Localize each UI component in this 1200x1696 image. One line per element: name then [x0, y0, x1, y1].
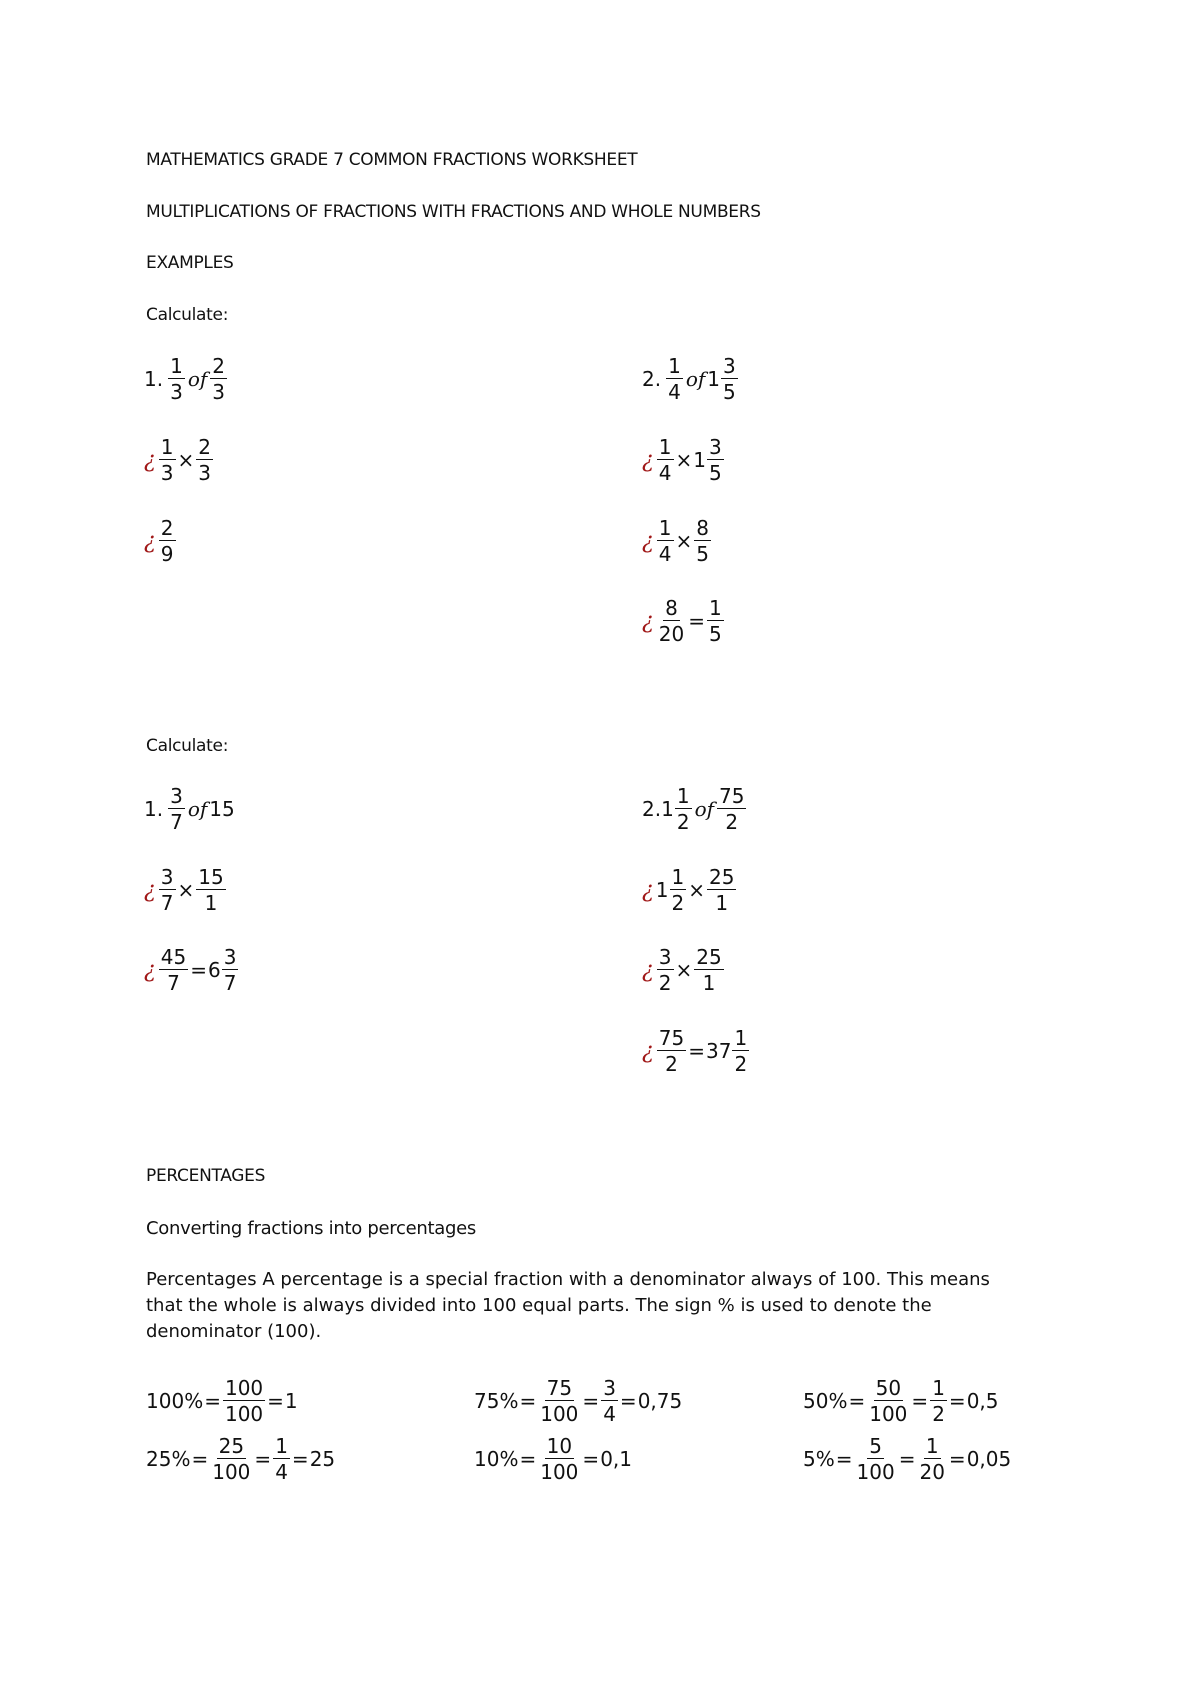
s2-problem-2: 2. 1 $\frac{1}{2}$ of $\frac{75}{2}$: [642, 784, 745, 834]
pct-25: 25 % = $\frac{25}{100}$ = $\frac{1}{4}$ = 25: [146, 1434, 336, 1484]
s1-problem-2: 2. $\frac{1}{4}$ of 1 $\frac{3}{5}$: [642, 354, 736, 404]
pct-5: 5 % = $\frac{5}{100}$ = $\frac{1}{20}$ = 0,05: [803, 1434, 1012, 1484]
s1-problem-1-step-2: ¿ $\frac{1}{3}$ × $\frac{2}{3}$: [144, 435, 212, 485]
s2-problem-2-step-3: ¿ $\frac{3}{2}$ × $\frac{25}{1}$: [642, 945, 722, 995]
calculate-label-2: Calculate:: [146, 736, 229, 756]
s1-problem-2-step-3: ¿ $\frac{1}{4}$ × $\frac{8}{5}$: [642, 516, 710, 566]
s2-problem-2-step-2: ¿ 1 $\frac{1}{2}$ × $\frac{25}{1}$: [642, 865, 735, 915]
calculate-label-1: Calculate:: [146, 305, 229, 325]
s2-problem-2-step-4: ¿ $\frac{75}{2}$ = 37 $\frac{1}{2}$: [642, 1026, 748, 1076]
fraction: $\frac{2}{3}$: [212, 354, 226, 404]
pct-10: 10 % = $\frac{10}{100}$ = 0,1: [474, 1434, 632, 1484]
s1-problem-2-step-4: ¿ $\frac{8}{20}$ = $\frac{1}{5}$: [642, 596, 722, 646]
pct-50: 50 % = $\frac{50}{100}$ = $\frac{1}{2}$ = 0,5: [803, 1376, 999, 1426]
percentages-heading: PERCENTAGES: [146, 1166, 266, 1186]
percentages-subheading: Converting fractions into percentages: [146, 1218, 476, 1239]
percentages-paragraph: Percentages A percentage is a special fraction with a denominator always of 100. This means that the whole is always divided into 100 equal parts. The sign % is used to denote the denominator (100).: [146, 1269, 990, 1342]
worksheet-title: MATHEMATICS GRADE 7 COMMON FRACTIONS WORKSHEET: [146, 150, 638, 170]
s2-problem-1-step-2: ¿ $\frac{3}{7}$ × $\frac{15}{1}$: [144, 865, 224, 915]
s1-problem-2-step-2: ¿ $\frac{1}{4}$ × 1 $\frac{3}{5}$: [642, 435, 722, 485]
pct-100: 100 % = $\frac{100}{100}$ = 1: [146, 1376, 298, 1426]
examples-heading: EXAMPLES: [146, 253, 234, 273]
s2-problem-1-step-3: ¿ $\frac{45}{7}$ = 6 $\frac{3}{7}$: [144, 945, 237, 995]
s1-problem-1-step-3: ¿ $\frac{2}{9}$: [144, 516, 174, 566]
fraction: $\frac{1}{3}$: [170, 354, 183, 404]
pct-75: 75 % = $\frac{75}{100}$ = $\frac{3}{4}$ = 0,75: [474, 1376, 683, 1426]
s1-problem-1: 1. $\frac{1}{3}$ of $\frac{2}{3}$: [144, 354, 226, 404]
s2-problem-1: 1. $\frac{3}{7}$ of 15: [144, 784, 235, 834]
worksheet-subtitle: MULTIPLICATIONS OF FRACTIONS WITH FRACTIONS AND WHOLE NUMBERS: [146, 202, 761, 222]
